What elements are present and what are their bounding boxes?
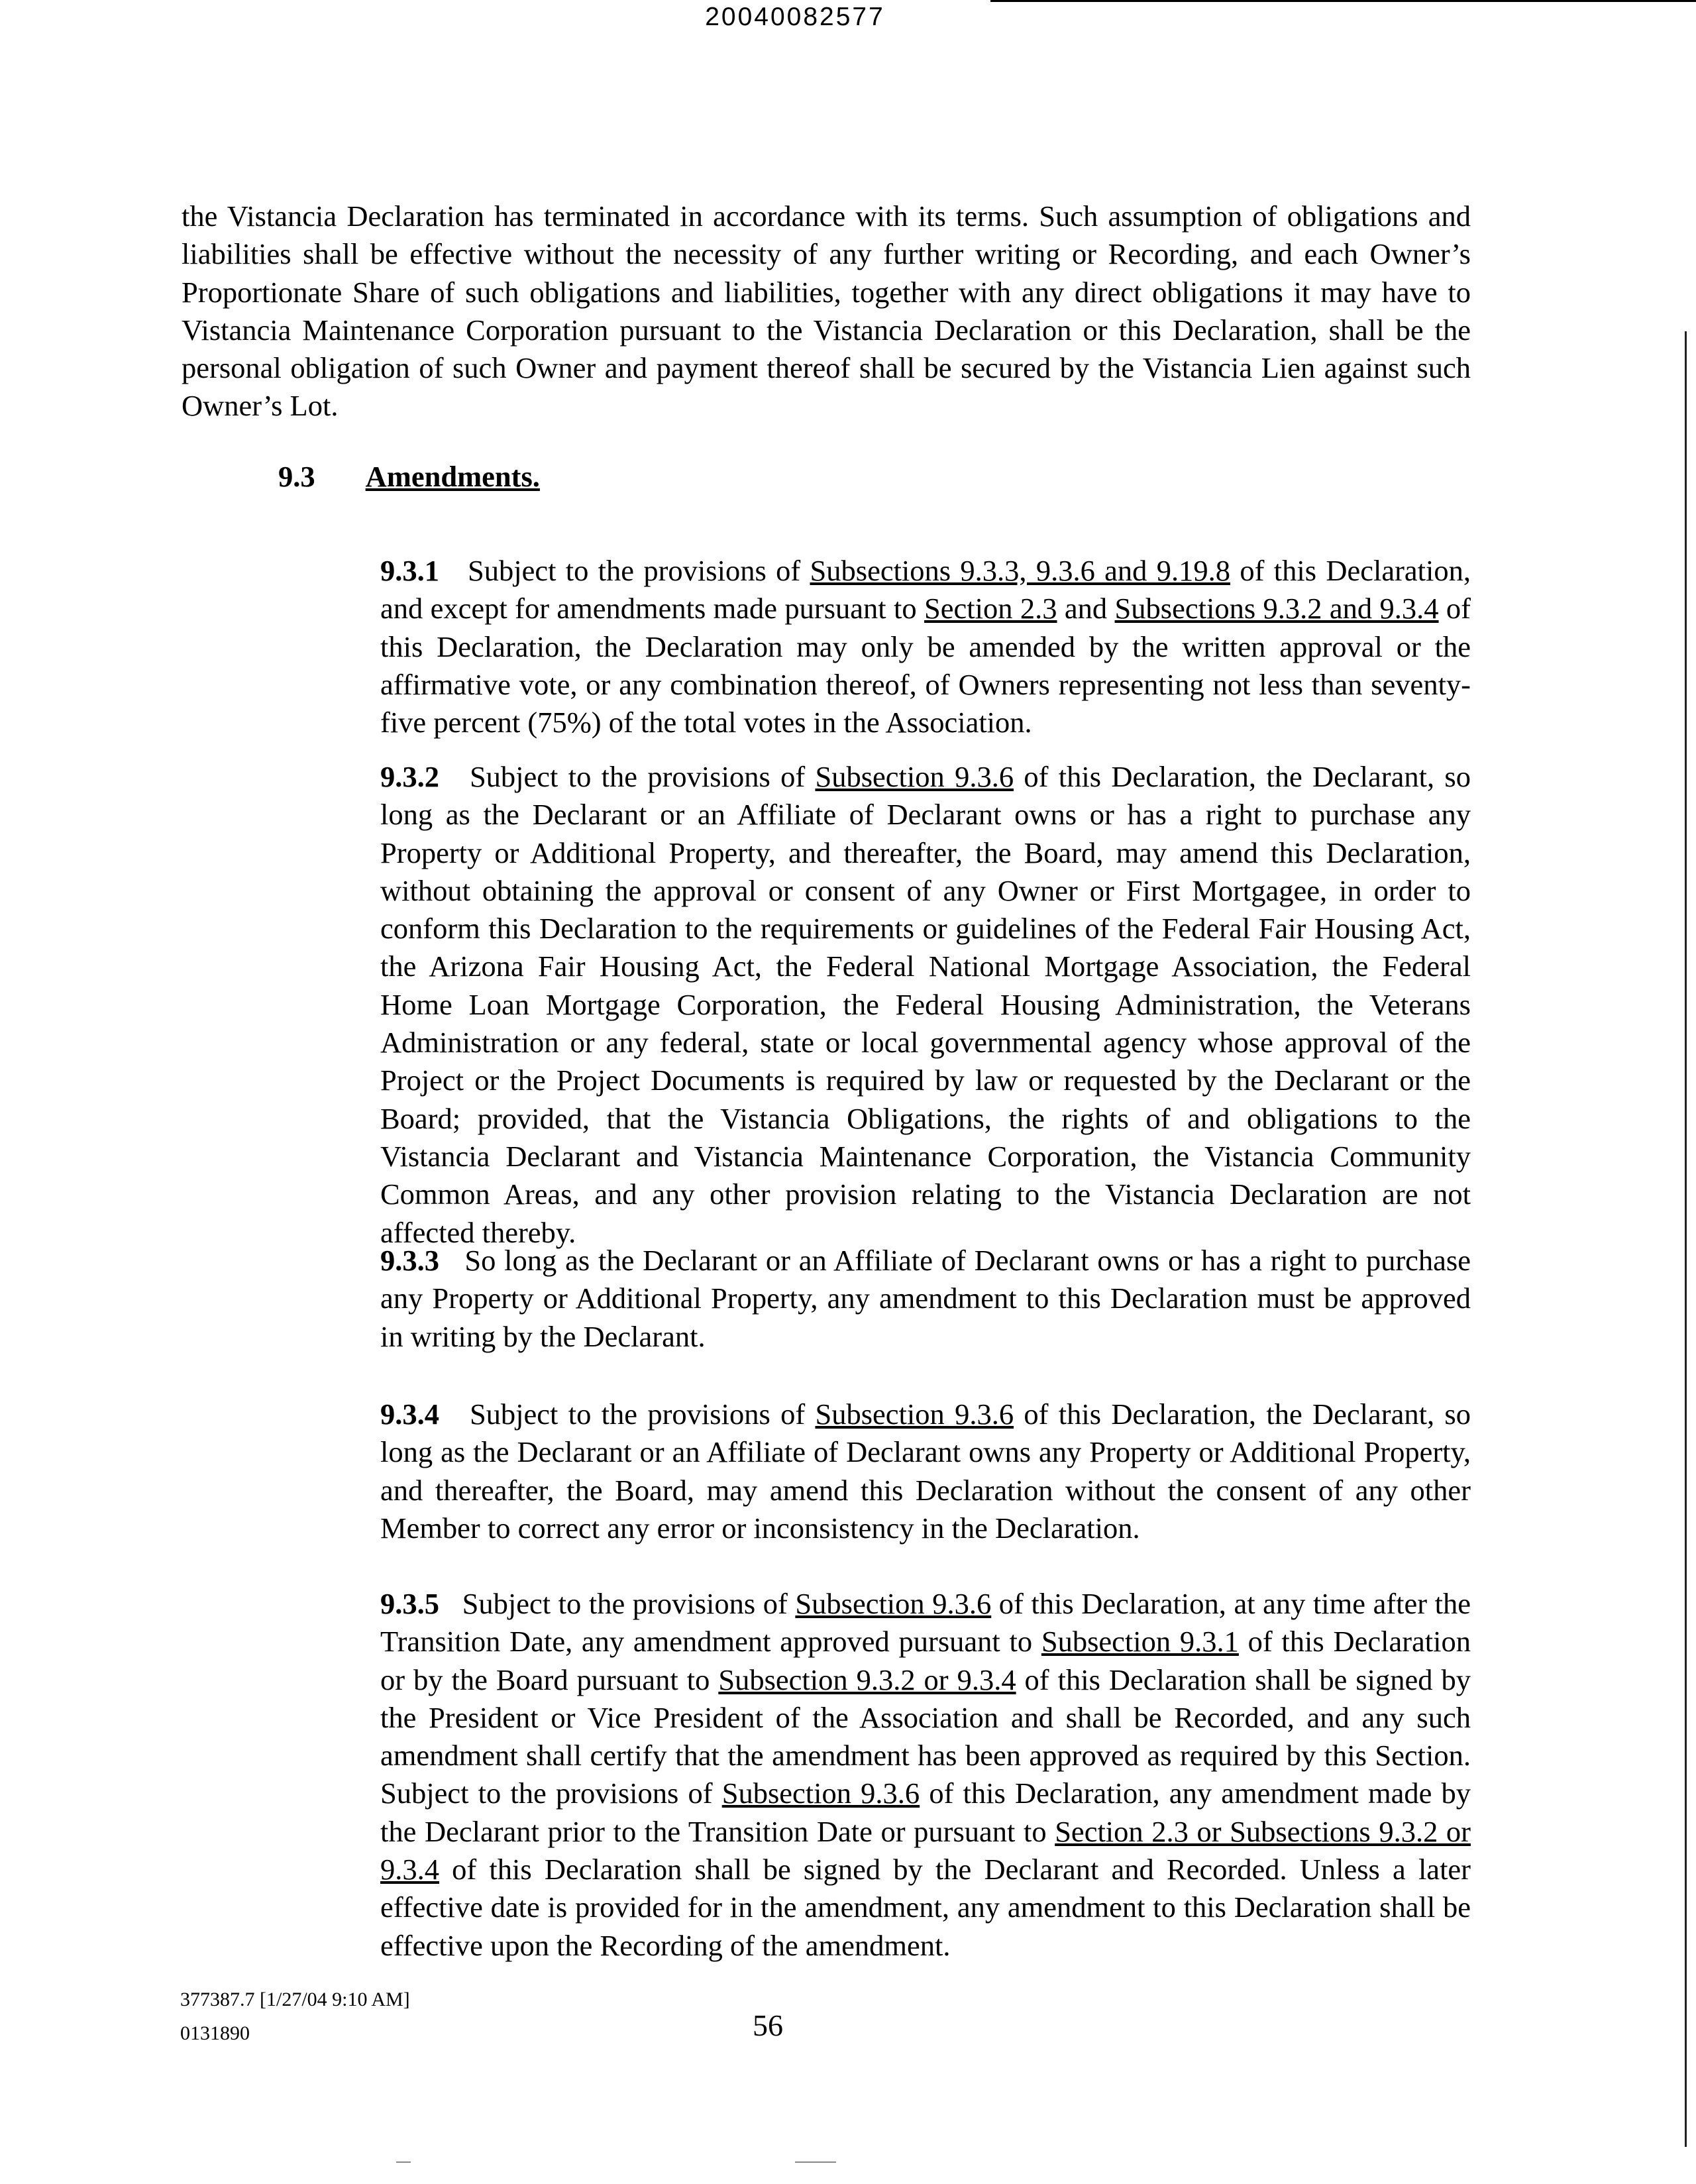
cross-reference: Section 2.3 or Subsections 9.3.2 or 9.3.4 xyxy=(380,1814,1471,1886)
section-heading xyxy=(278,458,540,496)
cross-reference: Section 2.3 xyxy=(924,592,1057,626)
right-margin-scan-line xyxy=(1685,331,1687,2147)
subsection-9-3-5 xyxy=(182,1585,1471,1965)
subsection-9-3-1 xyxy=(182,552,1471,741)
subsection-text: of this Declaration, any amendment made by the Declarant prior to the Transition Date or pursuant to xyxy=(380,1776,1471,1848)
cross-reference: Subsection 9.3.1 xyxy=(1041,1625,1239,1659)
cross-reference: Subsection 9.3.6 xyxy=(815,1397,1014,1431)
subsection-9-3-3 xyxy=(182,1242,1471,1356)
subsection-text: Subject to the provisions of xyxy=(469,760,816,793)
subsection-text: of this Declaration shall be signed by the Declarant and Recorded. Unless a later effective date is provided for in the amendment, any amendment to this Declaration shall be effective upon the Recording of the amendment. xyxy=(380,1853,1471,1962)
cross-reference: Subsection 9.3.6 xyxy=(721,1776,920,1810)
scan-artifact xyxy=(795,2161,836,2163)
recording-number: 20040082577 xyxy=(705,3,885,31)
subsection-text: and xyxy=(1057,592,1115,626)
subsection-number: 9.3.3 xyxy=(380,1244,439,1277)
section-title: Amendments. xyxy=(365,460,540,493)
subsection-number: 9.3.4 xyxy=(380,1397,439,1431)
subsection-number: 9.3.2 xyxy=(380,760,439,793)
document-id: 377387.7 [1/27/04 9:10 AM] xyxy=(180,1989,410,2010)
cross-reference: Subsections 9.3.3, 9.3.6 and 9.19.8 xyxy=(810,554,1231,587)
subsection-text: of this Declaration, at any time after the Transition Date, any amendment approved pursuant to xyxy=(380,1587,1471,1659)
subsection-text: Subject to the provisions of xyxy=(469,1397,816,1431)
section-number: 9.3 xyxy=(278,460,315,493)
cross-reference: Subsections 9.3.2 and 9.3.4 xyxy=(1114,592,1439,626)
top-border-line xyxy=(990,0,1696,2)
subsection-number: 9.3.1 xyxy=(380,554,439,587)
cross-reference: Subsection 9.3.6 xyxy=(815,760,1014,793)
continued-paragraph xyxy=(182,197,1471,425)
scan-artifact xyxy=(396,2161,411,2163)
subsection-text: of this Declaration, the Declarant, so long as the Declarant or an Affiliate of Declarant owns or has a right to purchase any Property or Additional Property, and thereafter, the Board, may amend this Declaration, without obtaining the approval or consent of any Owner or First Mortgagee, in order to conform this Declaration to the requirements or guidelines of the Federal Fair Housing Act, the Arizona Fair Housing Act, the Federal National Mortgage Association, the Federal Home Loan Mortgage Corporation, the Federal Housing Administration, the Veterans Administration or any federal, state or local governmental agency whose approval of the Project or the Project Documents is required by law or requested by the Declarant or the Board; provided, that the Vistancia Obligations, the rights of and obligations to the Vistancia Declarant and Vistancia Maintenance Corporation, the Vistancia Community Common Areas, and any other provision relating to the Vistancia Declaration are not affected thereby. xyxy=(380,760,1471,1249)
subsection-text: Subject to the provisions of xyxy=(467,554,810,587)
subsection-text: of this Declaration or by the Board pursuant to xyxy=(380,1625,1471,1696)
subsection-text: of this Declaration, the Declaration may only be amended by the written approval or the affirmative vote, or any combination thereof, of Owners representing not less than seventy-five percent (75%) of the total votes in the Association. xyxy=(380,592,1471,739)
subsection-text: of this Declaration, and except for amendments made pursuant to xyxy=(380,554,1471,626)
subsection-9-3-4 xyxy=(182,1395,1471,1547)
paragraph-text: the Vistancia Declaration has terminated in accordance with its terms. Such assumption of obligations and liabilities shall be effective without the necessity of any further writing or Recording, and each Owner’s Proportionate Share of such obligations and liabilities, together with any direct obligations it may have to Vistancia Maintenance Corporation pursuant to the Vistancia Declaration or this Declaration, shall be the personal obligation of such Owner and payment thereof shall be secured by the Vistancia Lien against such Owner’s Lot. xyxy=(182,199,1471,423)
cross-reference: Subsection 9.3.6 xyxy=(795,1587,992,1620)
cross-reference: Subsection 9.3.2 or 9.3.4 xyxy=(718,1663,1016,1696)
subsection-9-3-2 xyxy=(182,758,1471,1252)
subsection-text: of this Declaration shall be signed by the President or Vice President of the Association and shall be Recorded, and any such amendment shall certify that the amendment has been approved as required by this Section. Subject to the provisions of xyxy=(380,1663,1471,1810)
subsection-text: of this Declaration, the Declarant, so long as the Declarant or an Affiliate of Declarant owns any Property or Additional Property, and thereafter, the Board, may amend this Declaration without the consent of any other Member to correct any error or inconsistency in the Declaration. xyxy=(380,1397,1471,1545)
page-number: 56 xyxy=(753,2008,783,2042)
client-number: 0131890 xyxy=(180,2022,250,2044)
subsection-text: Subject to the provisions of xyxy=(462,1587,796,1620)
subsection-text: So long as the Declarant or an Affiliate of Declarant owns or has a right to purchase any Property or Additional Property, any amendment to this Declaration must be approved in writing by the Declarant. xyxy=(380,1244,1471,1353)
subsection-number: 9.3.5 xyxy=(380,1587,439,1620)
